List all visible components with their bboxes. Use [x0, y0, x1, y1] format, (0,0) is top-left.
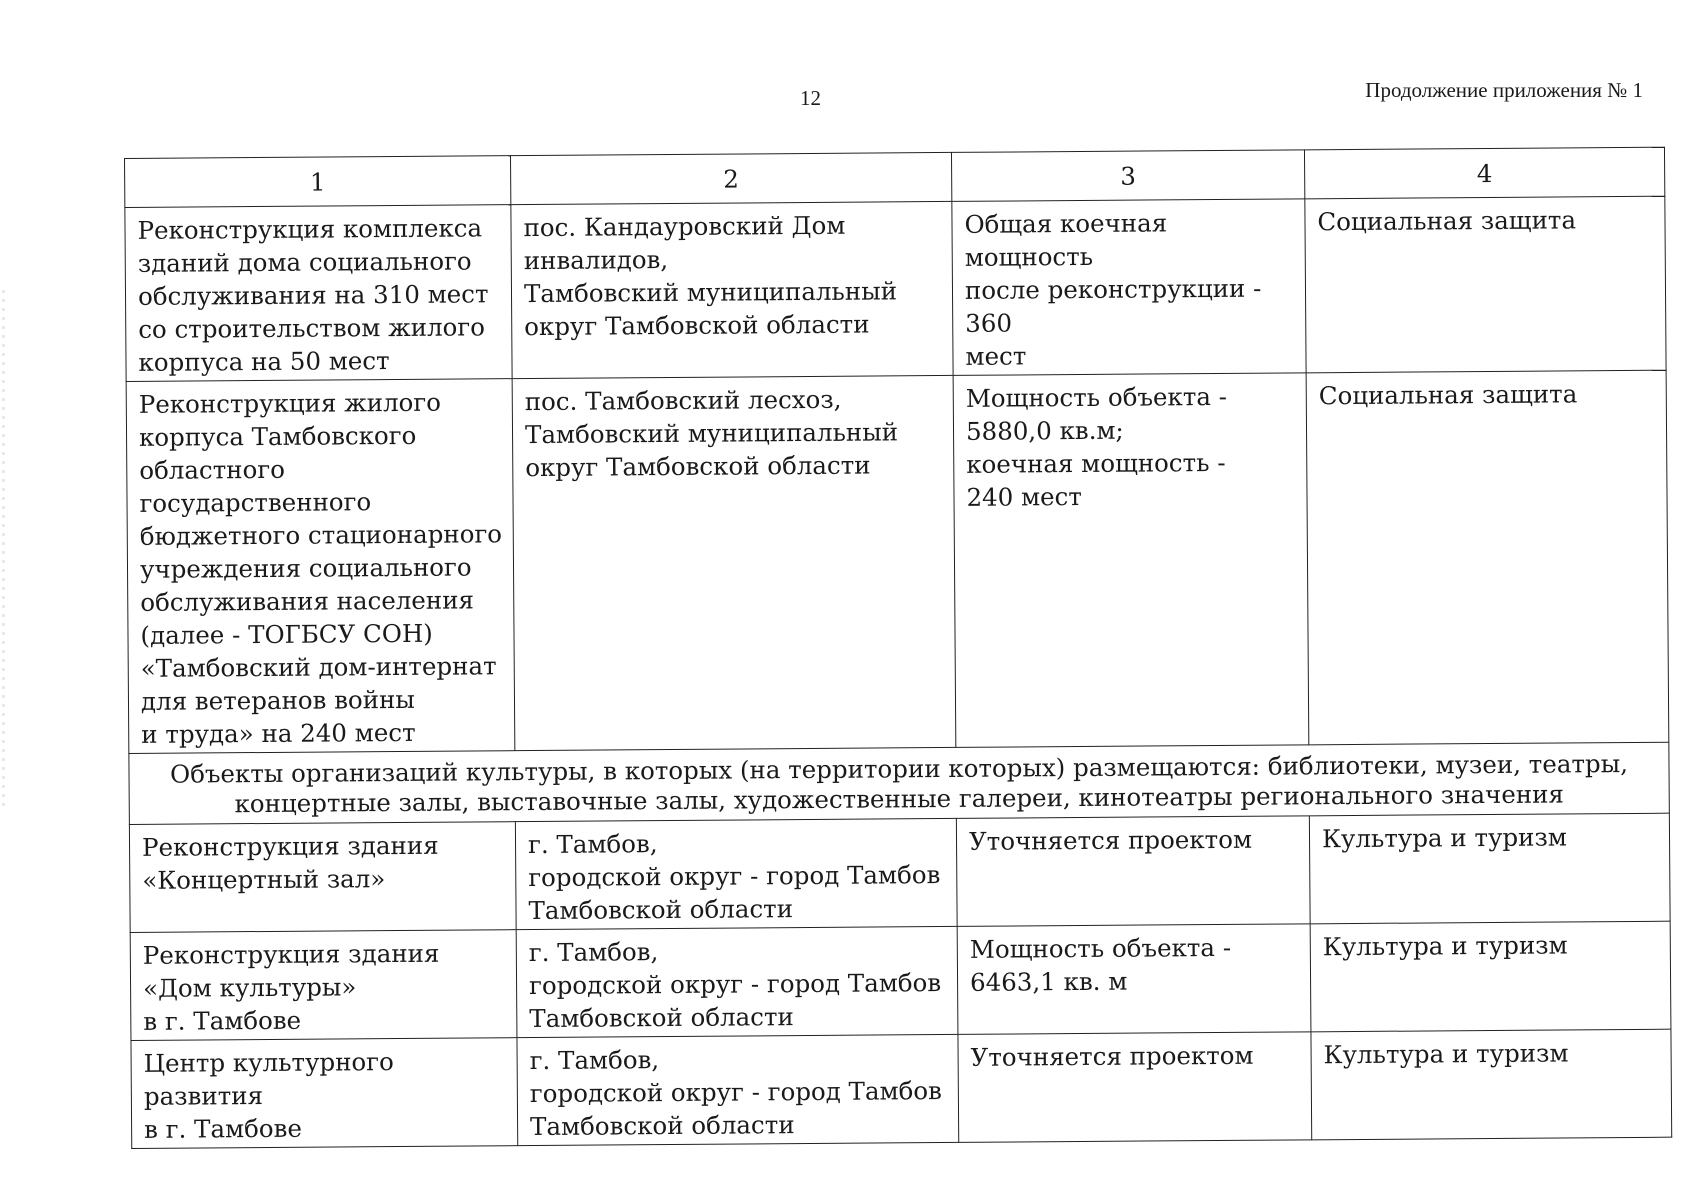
capacity-cell: Мощность объекта - 6463,1 кв. м: [957, 924, 1311, 1035]
column-header: 3: [951, 150, 1304, 202]
object-name-cell: Реконструкция комплекса зданий дома социального обслуживания на 310 мест со строительством жилого корпуса на 50 мест: [125, 205, 512, 382]
table-row: [129, 813, 1670, 932]
column-header: 1: [125, 156, 511, 208]
sector-cell: Культура и туризм: [1310, 921, 1671, 1032]
location-cell: г. Тамбов, городской округ - город Тамбов Тамбовской области: [516, 926, 958, 1037]
object-name-cell: Реконструкция жилого корпуса Тамбовского областного государственного бюджетного стационарного учреждения социального обслуживания населения (далее - ТОГБСУ СОН) «Тамбовский дом-интернат для ветеранов войны и труда» на 240 мест: [126, 379, 515, 754]
sector-cell: Культура и туризм: [1311, 1029, 1672, 1140]
object-name-cell: Реконструкция здания «Дом культуры» в г. Тамбове: [130, 930, 517, 1041]
table-row: [131, 1029, 1672, 1148]
section-heading-row: [129, 742, 1669, 824]
sector-cell: Культура и туризм: [1309, 813, 1670, 924]
appendix-continuation-header: Продолжение приложения № 1: [1365, 78, 1643, 102]
location-cell: пос. Тамбовский лесхоз, Тамбовский муниципальный округ Тамбовской области: [512, 375, 956, 750]
sector-cell: Социальная защита: [1305, 196, 1666, 373]
column-header: 4: [1304, 147, 1664, 199]
location-cell: пос. Кандауровский Дом инвалидов, Тамбовский муниципальный округ Тамбовской области: [511, 201, 953, 378]
capacity-cell: Уточняется проектом: [958, 1032, 1312, 1143]
location-cell: г. Тамбов, городской округ - город Тамбов Тамбовской области: [515, 818, 957, 929]
object-name-cell: Центр культурного развития в г. Тамбове: [131, 1038, 518, 1149]
table-row: [125, 196, 1666, 381]
table-row: [130, 921, 1671, 1040]
object-name-cell: Реконструкция здания «Концертный зал»: [129, 822, 516, 933]
capacity-cell: Уточняется проектом: [956, 816, 1310, 927]
scan-artifact: [2, 290, 5, 810]
capacity-cell: Общая коечная мощность после реконструкции - 360 мест: [952, 199, 1306, 376]
section-title: Объекты организаций культуры, в которых (на территории которых) размещаются: библиотеки, музеи, театры, концертные залы, выставочные залы, художественные галереи, кинотеатры регионального значения: [129, 742, 1669, 824]
sector-cell: Социальная защита: [1306, 370, 1669, 745]
column-header: 2: [510, 152, 951, 204]
capacity-cell: Мощность объекта - 5880,0 кв.м; коечная мощность - 240 мест: [953, 373, 1309, 748]
objects-table: [124, 147, 1672, 1149]
table-row: [126, 370, 1669, 753]
location-cell: г. Тамбов, городской округ - город Тамбов Тамбовской области: [517, 1034, 959, 1145]
page-number: 12: [800, 86, 821, 110]
